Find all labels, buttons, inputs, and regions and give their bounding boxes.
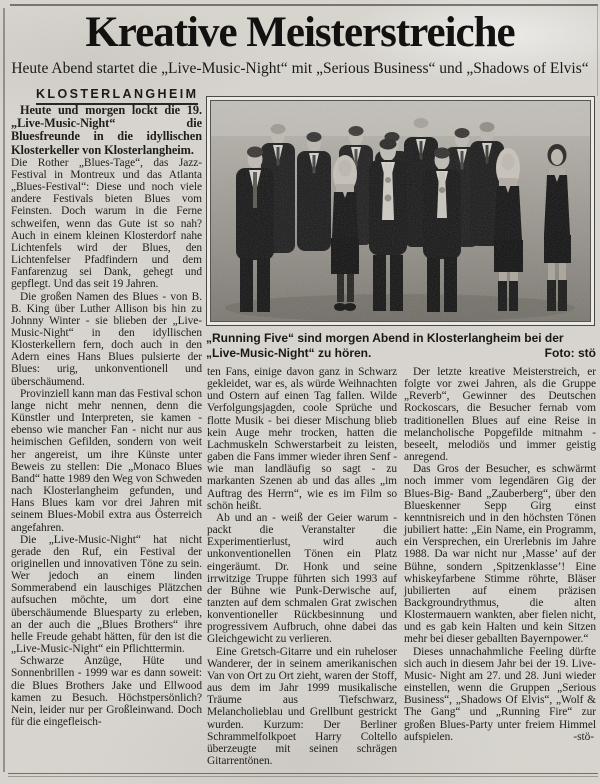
- subheadline: Heute Abend startet die „Live-Music-Night“ mit „Serious Business“ und „Shadows of Elvis“: [11, 60, 589, 77]
- article-paragraph: Provinziell kann man das Festival schon lange nicht mehr nennen, denn die Künstler und Interpreten, sie kamen - ebenso wie mancher Fan - nicht nur aus heimischen Gefilden, sondern von weit her angereist, um ihre Künste unter Beweis zu stellen: Die „Monaco Blues Band“ hatte 1989 den Weg von Schweden nach Klosterlangheim gefunden, und Hans Blues kam vor drei Jahren mit seinem Blues-Mobil extra aus Österreich angefahren.: [11, 387, 202, 534]
- article-column-3: [404, 366, 596, 743]
- column-2-paragraphs: [207, 366, 397, 767]
- lead-paragraph: Heute und morgen lockt die 19. „Live-Music-Night“ die Bluesfreunde in die idyllischen Klosterkeller von Klosterlangheim.: [11, 103, 202, 157]
- article-paragraph: Die „Live-Music-Night“ hat nicht gerade den Ruf, ein Festival der originellen und innovativen Töne zu sein. Wer jedoch an einem linden Sommerabend ein lauschiges Plätzchen aufsuchen möchte, um dort eine überschäumende Bluesparty zu erleben, an der auch die „Blues Brothers“ ihre helle Freude gehabt hätten, für den ist die „Live-Music-Night“ ein Pflichttermin.: [11, 533, 202, 656]
- photo-caption-text: „Running Five“ sind morgen Abend in Klosterlangheim bei der „Live-Music-Night“ zu hören.: [206, 331, 564, 360]
- column-3-paragraphs: [404, 366, 596, 743]
- band-photo: [206, 96, 595, 326]
- article-paragraph: Die Rother „Blues-Tage“, das Jazz-Festival in Montreux und das Atlanta „Blues-Festival“: Diese und noch viele andere Festivals bieten Blues vom Feinsten. Doch warum in die Ferne schweifen, wenn das Gute ist so nah? Auch in einem kleinen Klosterdorf nahe Lichtenfels wird der Blues, den Lichtenfelser Pfadfindern und dem Fanfarenzug sei Dank, gehegt und gepflegt. Und das seit 19 Jahren.: [11, 156, 202, 291]
- article-paragraph: Die großen Namen des Blues - von B. B. King über Luther Allison bis hin zu Johnny Winter - sie blieben der „Live-Music-Night“ in den idyllischen Klosterkellern fern, doch auch in den Adern eines Hans Blues pulsierte der Blues: urig, unkonventionell und überschäumend.: [11, 290, 202, 388]
- article-paragraph: Eine Gretsch-Gitarre und ein ruheloser Wanderer, der in seinem amerikanischen Van von Ort zu Ort zieht, waren der Stoff, aus dem im Jahr 1999 musikalische Träume aus Tiefschwarz, Melancholieblau und Grellbunt gestrickt wurden. Kurzum: Der Berliner Schrammelfolkpoet Harry Coltello überzeugte mit seinen schrägen Gitarrentönen.: [207, 645, 397, 767]
- kicker-klosterlangheim: KLOSTERLANGHEIM: [36, 87, 198, 105]
- article-paragraph: Der letzte kreative Meisterstreich, er folgte vor zwei Jahren, als die Gruppe „Reverb“, Gewinner des Deutschen Rockoscars, die Besucher fernab vom traditionellen Blues auf eine Reise in melancholische Popgefilde mitnahm - beseelt, melodiös und immer geistig anregend.: [404, 366, 596, 464]
- top-rule: [10, 4, 598, 6]
- band-photo-illustration: [210, 100, 591, 322]
- left-column-rule: [3, 8, 5, 772]
- photo-credit: Foto: stö: [544, 346, 596, 360]
- article-paragraph: ten Fans, einige davon ganz in Schwarz gekleidet, war es, als würde Weihnachten und Ostern auf einen Tag fallen. Wilde Verfolgungsjagden, coole Sprüche und flotte Musik - bei dieser Mischung blieb kein Auge mehr trocken, hatten die Lachmuskeln Schwerstarbeit zu leisten, gaben die Fans immer wieder ihren Senf - wie man landläufig so sagt - zu markanten Szenen ab und das alles „im Auftrag des Herrn“, wie es im Film so schön heißt.: [207, 366, 397, 512]
- photo-caption: [206, 331, 596, 361]
- headline: Kreative Meisterstreiche: [85, 9, 515, 56]
- article-paragraph: Das Gros der Besucher, es schwärmt noch immer vom legendären Gig der Blues-Big- Band „Zauberberg“, über den Blueskenner Sepp Girg einst kenntnisreich und in den höchsten Tönen jubiliert hatte: „Ein Name, ein Programm, ein Versprechen, ein Urerlebnis im Jahre 1988. Da war nicht nur ‚Masse’ auf der Bühne, sondern ‚Spitzenklasse’! Eine whiskeyfarbene Stimme röhrte, Bläser jubilierten auf einem präzisen Backgroundrythmus, die alten Klostermauern wankten, aber fielen nicht, und es gab kein Halten und kein Sitzen mehr bei dieser geballten Bayernpower.“: [404, 463, 596, 646]
- bottom-rule: [8, 773, 598, 777]
- article-paragraph: Ab und an - weiß der Geier warum - packt die Veranstalter die Experimentierlust, wird auch unkonventionellen Tönen ein Platz eingeräumt. Dr. Honk und seine irrwitzige Truppe führten sich 1993 auf der Bühne wie Punk-Derwische auf, tanzten auf dem schmalen Grat zwischen konventioneller Rückbesinnung und progressivem Aufbruch, ohne dabei das Gleichgewicht zu verlieren.: [207, 511, 397, 646]
- author-signoff: -stö-: [573, 730, 594, 743]
- column-1-paragraphs: [11, 157, 202, 728]
- article-column-1: [11, 104, 202, 728]
- article-column-2: [207, 366, 397, 767]
- article-paragraph: Schwarze Anzüge, Hüte und Sonnenbrillen - 1999 war es dann soweit: die Blues Brothers Jake und Ellwood kamen zu Besuch. Höchstpersönlich? Nein, leider nur per Großleinwand. Doch für die eingefleisch-: [11, 655, 202, 728]
- article-paragraph: Dieses unnachahmliche Feeling dürfte sich auch in diesem Jahr bei der 19. Live-Music- Night am 27. und 28. Juni wieder einstellen, wenn die Gruppen „Serious Business“, „Shadows Of Elvis“, „Wolf & The Gang“ und „Running Fire“ zur großen Blues-Party unter freiem Himmel aufspielen.: [404, 645, 596, 743]
